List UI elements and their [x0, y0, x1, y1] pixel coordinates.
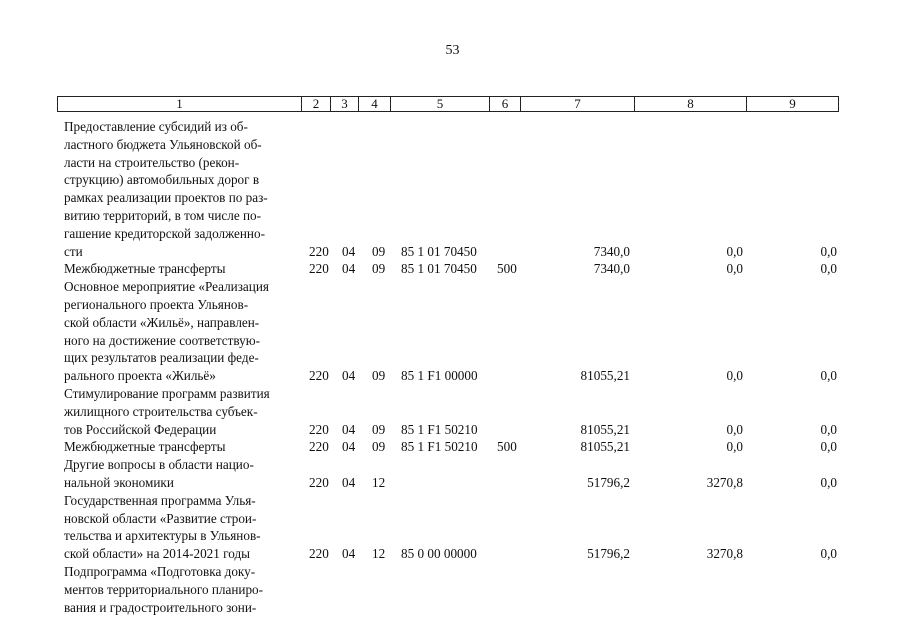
cell-col-5: 85 1 01 70450: [401, 261, 477, 277]
table-row: [0, 456, 905, 492]
header-col-7: 7: [521, 97, 635, 111]
cell-col-3: 04: [342, 261, 356, 277]
cell-col-7: 51796,2: [587, 474, 630, 490]
row-description: Предоставление субсидий из об- ластного бюджета Ульяновской об- ласти на строительство (рекон- струкцию) автомобильных дорог в рамках реализации проектов по раз- витию территорий, в том числе по- гашение кредиторской задолженно- сти: [64, 119, 268, 259]
cell-col-5: 85 1 F1 00000: [401, 368, 478, 384]
table-header-row: [57, 96, 839, 112]
cell-col-3: 04: [342, 243, 356, 259]
cell-col-7: 7340,0: [593, 243, 630, 259]
cell-col-9: 0,0: [820, 261, 837, 277]
cell-col-9: 0,0: [820, 243, 837, 259]
cell-col-7: 81055,21: [580, 439, 630, 455]
row-values: [0, 474, 905, 492]
cell-col-6: 500: [497, 439, 517, 455]
header-col-2: 2: [302, 97, 331, 111]
cell-col-8: 0,0: [726, 261, 743, 277]
cell-col-4: 09: [372, 421, 386, 437]
cell-col-4: 09: [372, 243, 386, 259]
cell-col-8: 0,0: [726, 243, 743, 259]
cell-col-8: 0,0: [726, 368, 743, 384]
cell-col-7: 7340,0: [593, 261, 630, 277]
cell-col-7: 81055,21: [580, 421, 630, 437]
cell-col-2: 220: [309, 261, 329, 277]
cell-col-2: 220: [309, 368, 329, 384]
cell-col-9: 0,0: [820, 546, 837, 562]
cell-col-5: 85 1 01 70450: [401, 243, 477, 259]
table-row: [0, 492, 905, 563]
cell-col-5: 85 1 F1 50210: [401, 439, 478, 455]
header-col-3: 3: [331, 97, 359, 111]
cell-col-2: 220: [309, 243, 329, 259]
page-number: 53: [445, 43, 460, 58]
table-row: [0, 260, 905, 278]
cell-col-9: 0,0: [820, 368, 837, 384]
cell-col-2: 220: [309, 474, 329, 490]
cell-col-2: 220: [309, 546, 329, 562]
row-values: [0, 599, 905, 617]
cell-col-4: 09: [372, 368, 386, 384]
header-col-6: 6: [490, 97, 521, 111]
cell-col-4: 12: [372, 546, 386, 562]
cell-col-5: 85 1 F1 50210: [401, 421, 478, 437]
row-description: Основное мероприятие «Реализация регионального проекта Ульянов- ской области «Жильё», направлен- ного на достижение соответствую- щих результатов реализации феде- рального проекта «Жильё»: [64, 279, 269, 384]
table-row: [0, 278, 905, 385]
row-values: [0, 438, 905, 456]
table-row: [0, 118, 905, 260]
header-col-8: 8: [635, 97, 747, 111]
cell-col-3: 04: [342, 546, 356, 562]
cell-col-6: 500: [497, 261, 517, 277]
row-description: Межбюджетные трансферты: [64, 261, 226, 277]
row-description: Стимулирование программ развития жилищного строительства субъек- тов Российской Федерации: [64, 385, 270, 437]
cell-col-9: 0,0: [820, 439, 837, 455]
header-col-4: 4: [359, 97, 391, 111]
row-description: Государственная программа Улья- новской области «Развитие строи- тельства и архитектуры в Ульянов- ской области» на 2014-2021 годы: [64, 492, 261, 562]
row-values: [0, 367, 905, 385]
header-col-1: 1: [58, 97, 302, 111]
cell-col-9: 0,0: [820, 421, 837, 437]
row-values: [0, 421, 905, 439]
header-col-9: 9: [789, 96, 796, 111]
cell-col-8: 0,0: [726, 421, 743, 437]
cell-col-2: 220: [309, 421, 329, 437]
cell-col-8: 3270,8: [706, 546, 743, 562]
row-values: [0, 260, 905, 278]
row-values: [0, 545, 905, 563]
cell-col-7: 81055,21: [580, 368, 630, 384]
table-row: [0, 563, 905, 616]
cell-col-5: 85 0 00 00000: [401, 546, 477, 562]
row-description: Межбюджетные трансферты: [64, 439, 226, 455]
table-row: [0, 438, 905, 456]
header-col-5: 5: [391, 97, 490, 111]
table-row: [0, 385, 905, 438]
cell-col-3: 04: [342, 368, 356, 384]
table-body: [0, 118, 905, 616]
row-description: Подпрограмма «Подготовка доку- ментов территориального планиро- вания и градостроительного зони-: [64, 563, 264, 615]
cell-col-4: 09: [372, 439, 386, 455]
row-values: [0, 243, 905, 261]
cell-col-8: 0,0: [726, 439, 743, 455]
cell-col-8: 3270,8: [706, 474, 743, 490]
cell-col-3: 04: [342, 421, 356, 437]
row-description: Другие вопросы в области нацио- нальной экономики: [64, 457, 254, 490]
cell-col-3: 04: [342, 474, 356, 490]
cell-col-4: 09: [372, 261, 386, 277]
cell-col-9: 0,0: [820, 474, 837, 490]
cell-col-2: 220: [309, 439, 329, 455]
cell-col-3: 04: [342, 439, 356, 455]
cell-col-7: 51796,2: [587, 546, 630, 562]
cell-col-4: 12: [372, 474, 386, 490]
